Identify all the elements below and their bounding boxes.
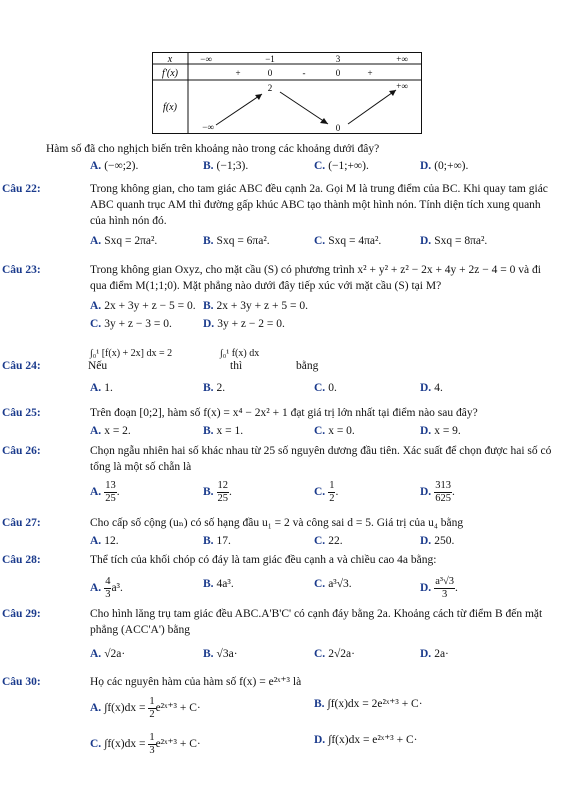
option-c[interactable]: C. 3y + z − 3 = 0.	[90, 318, 172, 330]
question-28	[2, 552, 556, 568]
option-c[interactable]: C. $\frac{1}{2}$ .	[314, 480, 339, 504]
x-value: +∞	[396, 54, 408, 64]
option-a[interactable]: A. $\frac{13}{25}$ .	[90, 480, 120, 504]
option-d[interactable]: D. 4.	[420, 382, 443, 394]
sign: +	[367, 68, 373, 78]
row-fprime-label: f'(x)	[161, 68, 179, 79]
option-a[interactable]: A. 12.	[90, 535, 119, 547]
option-b[interactable]: B. (−1;3).	[203, 160, 249, 172]
option-d[interactable]: D. Sxq = 8πa².	[420, 235, 488, 247]
option-b[interactable]: B. √3a·	[203, 648, 238, 660]
option-b[interactable]: B. Sxq = 6πa².	[203, 235, 270, 247]
question-text: Cho hình lăng trụ tam giác đều ABC.A'B'C' có cạnh đáy bằng 2a. Khoảng cách từ điểm B đến mặt phẳng (ACC'A') bằng	[90, 608, 543, 636]
row-x-label: x	[167, 54, 173, 65]
f-value: −∞	[202, 122, 214, 132]
question-22-options	[48, 233, 558, 249]
x-value: −1	[265, 54, 275, 64]
option-d[interactable]: D. 250.	[420, 535, 455, 547]
question-text: Trên đoạn [0;2], hàm số f(x) = x⁴ − 2x² + 1 đạt giá trị lớn nhất tại điểm nào sau đây?	[90, 407, 478, 419]
question-30	[2, 674, 556, 690]
arrow-increase-2	[348, 90, 396, 124]
option-b[interactable]: B. 2x + 3y + z + 5 = 0.	[203, 300, 308, 312]
option-a[interactable]: A. √2a·	[90, 648, 126, 660]
option-d[interactable]: D. x = 9.	[420, 425, 461, 437]
f-value: 2	[267, 83, 273, 93]
x-value: 3	[335, 54, 341, 64]
integral-condition: ∫₀¹ [f(x) + 2x] dx = 2	[90, 348, 173, 359]
question-text: Thể tích của khối chóp có đáy là tam giác đều cạnh a và chiều cao 4a bằng:	[90, 554, 437, 566]
option-d[interactable]: D. $\frac{\text{a³√3}}{3}$ .	[420, 576, 458, 600]
option-c[interactable]: C. ∫f(x)dx = $\frac{1}{3}$ e²ˣ⁺³ + C·	[90, 732, 201, 756]
question-29-options	[48, 646, 558, 662]
question-text: Cho cấp số cộng (uₙ) có số hạng đầu u₁ = 2 và công sai d = 5. Giá trị của u₄ bằng	[90, 517, 464, 529]
sign: 0	[267, 68, 273, 78]
f-value: +∞	[396, 81, 408, 91]
option-b[interactable]: B. 17.	[203, 535, 231, 547]
question-number: Câu 27:	[2, 517, 41, 529]
option-c[interactable]: C. 2√2a·	[314, 648, 355, 660]
arrow-increase-1	[216, 94, 262, 125]
question-text: Trong không gian, cho tam giác ABC đều cạnh 2a. Gọi M là trung điểm của BC. Khi quay tam giác ABC quanh trục AM thì đường gấp khúc ABC tạo thành một hình nón. Tính diện tích xung quanh của hình nón đó.	[90, 183, 548, 227]
question-text: Chọn ngẫu nhiên hai số khác nhau từ 25 số nguyên dương đầu tiên. Xác suất để chọn được hai số có tổng là một số chẵn là	[90, 445, 552, 473]
option-c[interactable]: C. 22.	[314, 535, 343, 547]
option-b[interactable]: B. x = 1.	[203, 425, 244, 437]
question-28-options	[48, 576, 558, 604]
question-26	[2, 443, 556, 475]
question-number: Câu 30:	[2, 676, 41, 688]
option-d[interactable]: D. 2a·	[420, 648, 449, 660]
arrow-head-1	[255, 94, 262, 100]
option-c[interactable]: C. x = 0.	[314, 425, 355, 437]
option-b[interactable]: B. 4a³.	[203, 578, 234, 590]
f-value: 0	[335, 123, 341, 133]
option-d[interactable]: D. 3y + z − 2 = 0.	[203, 318, 285, 330]
question-23-options-row2	[48, 316, 558, 332]
question-22	[2, 181, 556, 229]
option-a[interactable]: A. (−∞;2).	[90, 160, 139, 172]
question-24	[2, 346, 556, 372]
option-d[interactable]: D. (0;+∞).	[420, 160, 469, 172]
question-text-post: bằng	[296, 360, 319, 372]
question-21-options	[48, 158, 558, 174]
question-30-options-row1	[48, 696, 558, 724]
option-b[interactable]: B. 2.	[203, 382, 226, 394]
option-a[interactable]: A. 1.	[90, 382, 113, 394]
variation-table	[152, 52, 422, 134]
question-number: Câu 22:	[2, 183, 41, 195]
question-number: Câu 28:	[2, 554, 41, 566]
sign: 0	[335, 68, 341, 78]
option-a[interactable]: A. Sxq = 2πa².	[90, 235, 158, 247]
question-29	[2, 606, 556, 638]
question-25-options	[48, 423, 558, 439]
question-27-options	[48, 533, 558, 549]
x-value: −∞	[200, 54, 212, 64]
question-26-options	[48, 480, 558, 508]
question-21	[46, 141, 556, 157]
option-a[interactable]: A. 2x + 3y + z − 5 = 0.	[90, 300, 196, 312]
option-c[interactable]: C. (−1;+∞).	[314, 160, 369, 172]
arrow-decrease	[280, 92, 328, 124]
sign: +	[235, 68, 241, 78]
sign: -	[302, 68, 306, 78]
question-text: Họ các nguyên hàm của hàm số f(x) = e²ˣ⁺³ là	[90, 676, 302, 688]
question-text-mid: thì	[230, 360, 243, 372]
option-c[interactable]: C. Sxq = 4πa².	[314, 235, 382, 247]
option-b[interactable]: B. ∫f(x)dx = 2e²ˣ⁺³ + C·	[314, 698, 423, 710]
option-a[interactable]: A. x = 2.	[90, 425, 131, 437]
option-a[interactable]: A. ∫f(x)dx = $\frac{1}{2}$ e²ˣ⁺³ + C·	[90, 696, 201, 720]
question-number: Câu 25:	[2, 407, 41, 419]
option-c[interactable]: C. 0.	[314, 382, 337, 394]
question-30-options-row2	[48, 732, 558, 760]
question-27	[2, 515, 556, 531]
arrow-head-3	[389, 90, 396, 96]
option-a[interactable]: A. $\frac{4}{3}$ a³.	[90, 576, 123, 600]
question-25	[2, 405, 556, 421]
question-23	[2, 262, 556, 294]
question-number: Câu 24:	[2, 360, 41, 372]
question-number: Câu 26:	[2, 445, 41, 457]
question-23-options-row1	[48, 298, 558, 314]
option-d[interactable]: D. $\frac{313}{625}$ .	[420, 480, 455, 504]
question-text: Trong không gian Oxyz, cho mặt cầu (S) có phương trình x² + y² + z² − 2x + 4y + 2z − 4 = 0 và đi qua điểm M(1;1;0). Mặt phẳng nào dưới đây tiếp xúc với mặt cầu (S) tại M?	[90, 264, 541, 292]
question-number: Câu 29:	[2, 608, 41, 620]
row-f-label: f(x)	[163, 102, 177, 113]
question-number: Câu 23:	[2, 264, 41, 276]
question-24-options	[48, 380, 558, 396]
question-text: Hàm số đã cho nghịch biến trên khoảng nào trong các khoảng dưới đây?	[46, 143, 380, 155]
variation-table-grid	[152, 52, 422, 134]
integral-target: ∫₀¹ f(x) dx	[220, 348, 260, 359]
option-d[interactable]: D. ∫f(x)dx = e²ˣ⁺³ + C·	[314, 734, 418, 746]
option-b[interactable]: B. $\frac{12}{25}$ .	[203, 480, 232, 504]
question-text-pre: Nếu	[88, 360, 108, 372]
option-c[interactable]: C. a³√3.	[314, 578, 352, 590]
